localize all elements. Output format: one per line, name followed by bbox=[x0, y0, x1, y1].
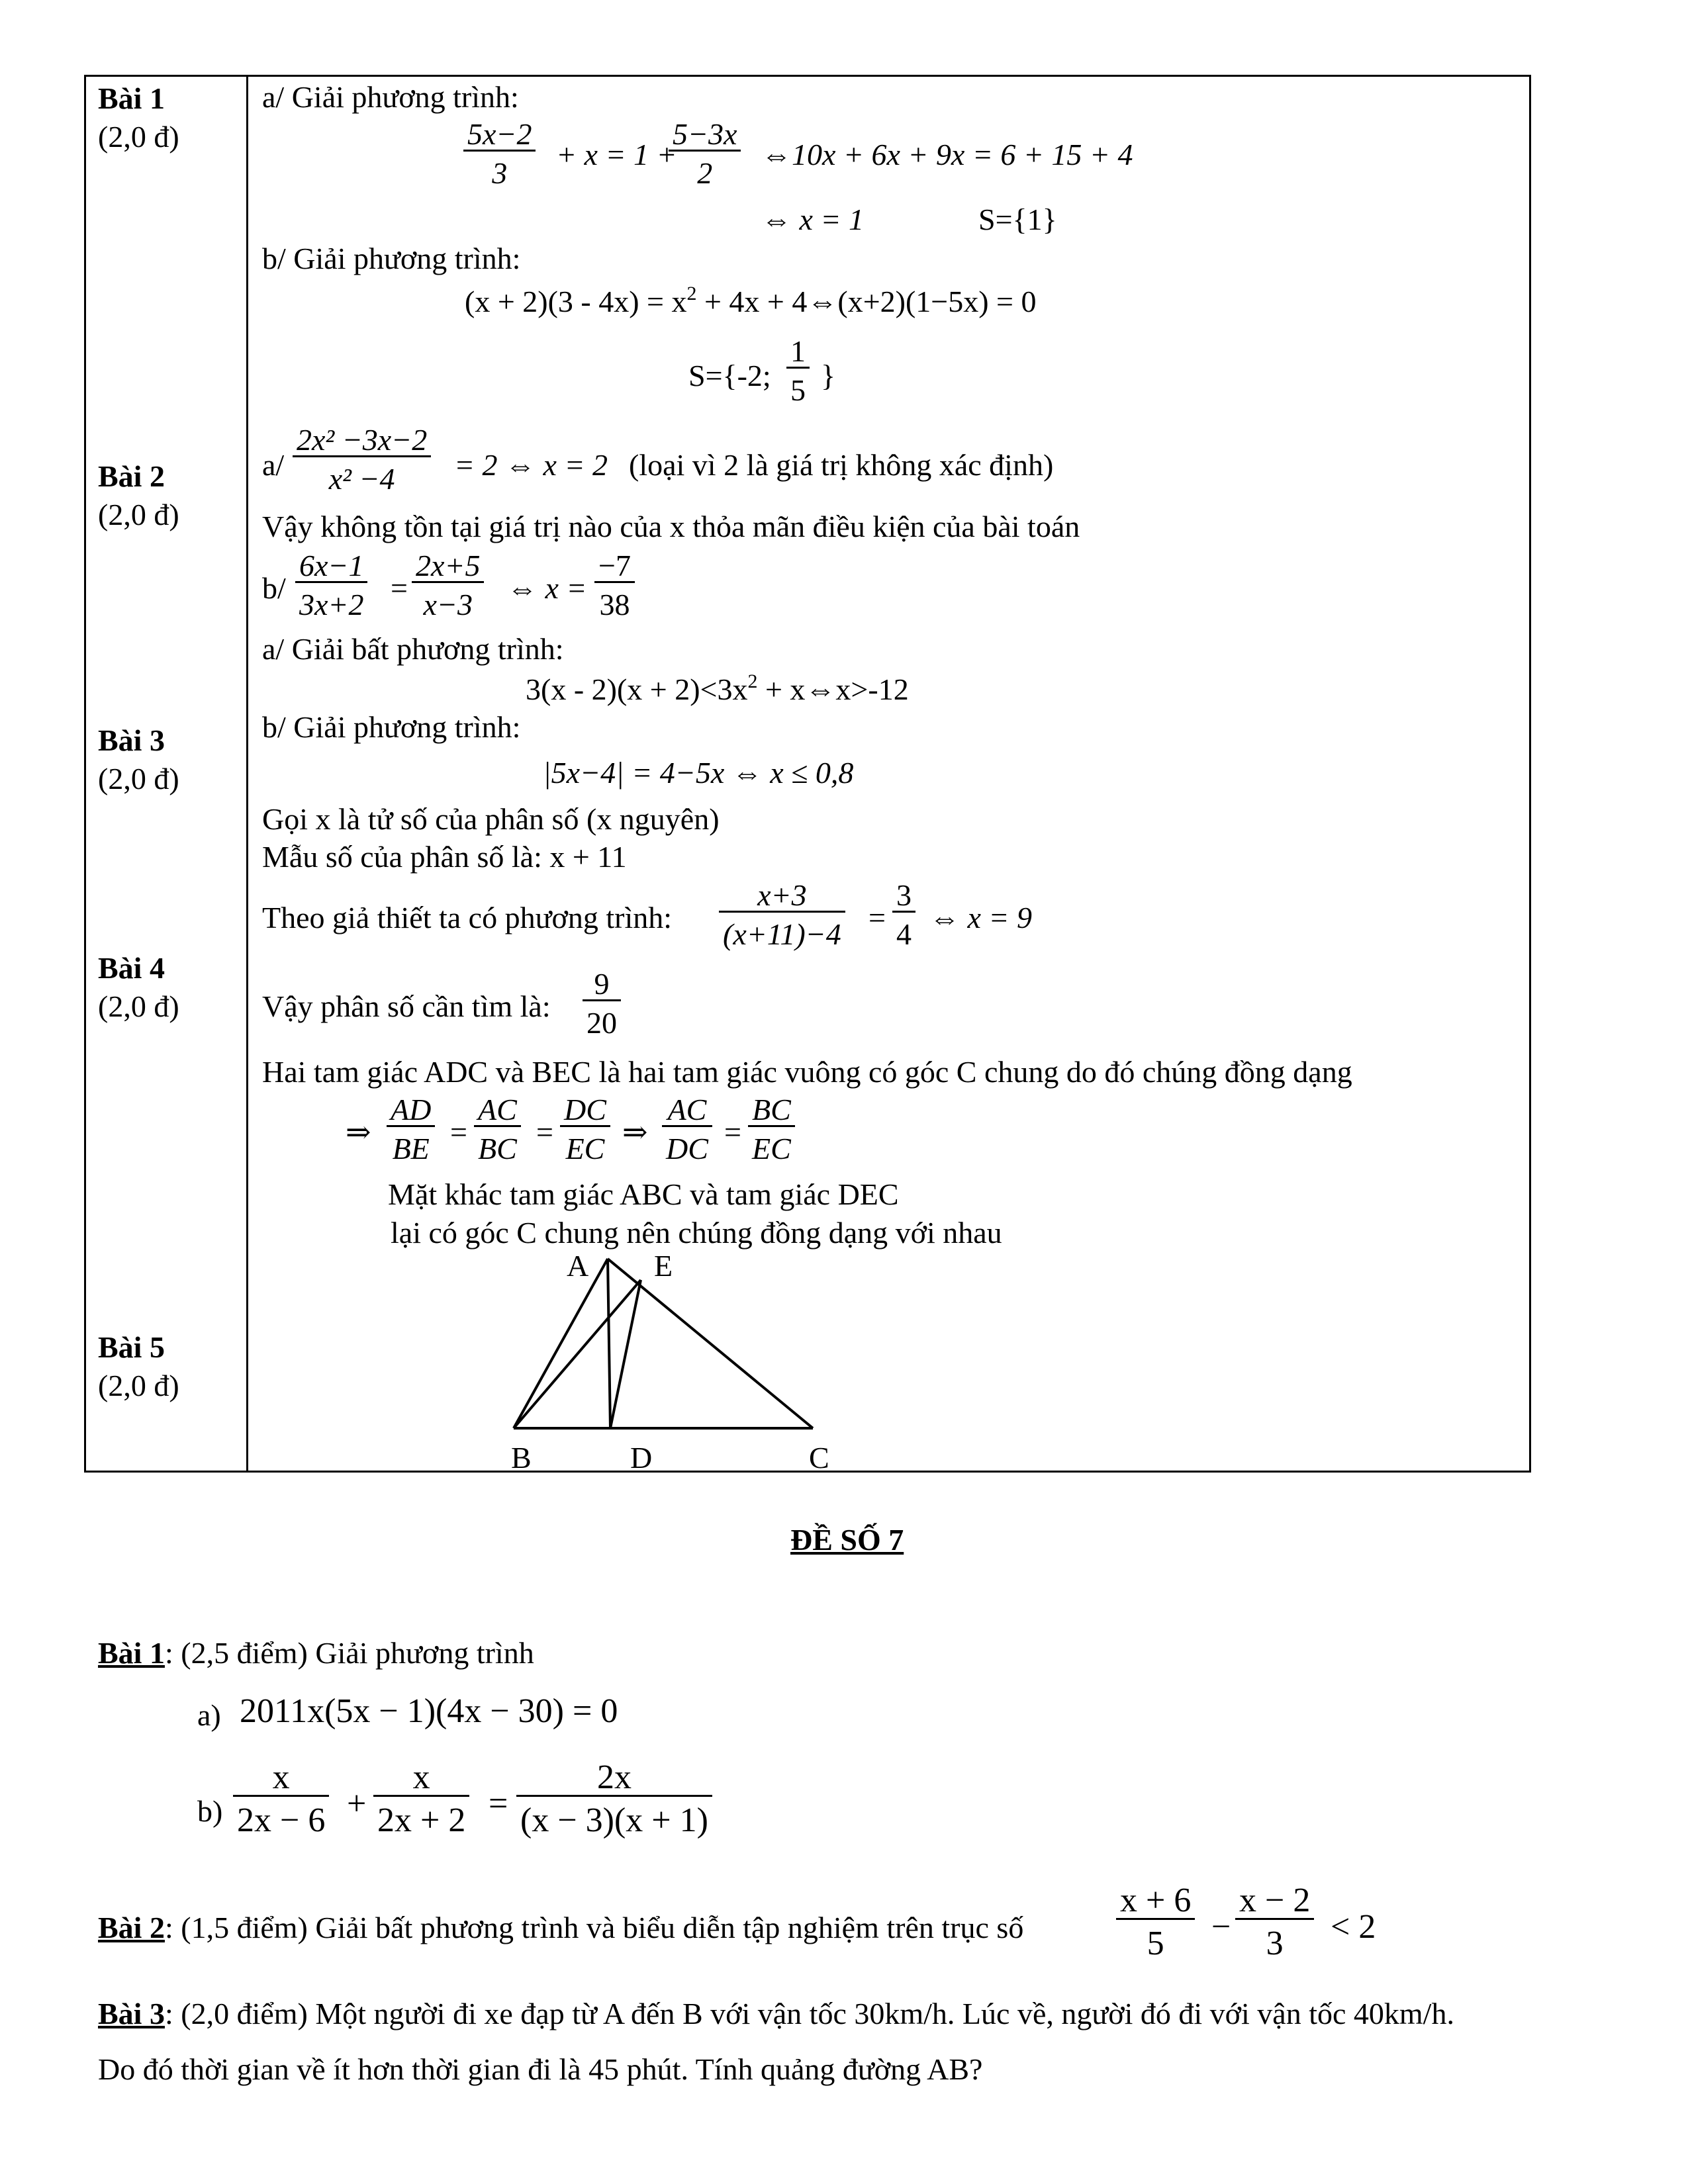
de7-bai3-text: : (2,0 điểm) Một người đi xe đạp từ A đến B với vận tốc 30km/h. Lúc về, người đó đi với vận tốc 40km/h. bbox=[164, 1997, 1454, 2030]
fraction-denominator: 5 bbox=[786, 367, 810, 406]
bai1-b-label: b/ Giải phương trình: bbox=[262, 242, 521, 275]
fraction-denominator: 38 bbox=[594, 581, 635, 620]
fraction-denominator: 20 bbox=[583, 999, 621, 1038]
bai4-line2: Mẫu số của phân số là: x + 11 bbox=[262, 840, 627, 874]
bai3-b-label: b/ Giải phương trình: bbox=[262, 710, 521, 744]
de7-bai1-label: Bài 1 bbox=[98, 1636, 165, 1670]
fraction-denominator: (x − 3)(x + 1) bbox=[516, 1795, 712, 1838]
segment-ad bbox=[608, 1259, 610, 1428]
fraction-numerator: x − 2 bbox=[1239, 1882, 1311, 1919]
fraction-denominator: EC bbox=[560, 1125, 610, 1164]
fraction-numerator: 1 bbox=[790, 334, 806, 368]
fraction-denominator: 4 bbox=[892, 911, 915, 950]
de7-bai1 bbox=[98, 1638, 534, 1668]
bai1-a-label: a/ Giải phương trình: bbox=[262, 80, 519, 114]
fraction-numerator: −7 bbox=[598, 549, 631, 582]
de7-bai2-fraction-1 bbox=[1116, 1884, 1195, 1961]
de7-bai1-fraction-2 bbox=[373, 1760, 469, 1838]
de7-bai1-fraction-1 bbox=[233, 1760, 329, 1838]
fraction-denominator: 2x + 2 bbox=[373, 1795, 469, 1838]
fraction-denominator: 3 bbox=[463, 150, 536, 189]
fraction-denominator: 2 bbox=[669, 150, 741, 189]
fraction-numerator: x + 6 bbox=[1120, 1882, 1192, 1919]
segment-ba bbox=[514, 1259, 608, 1428]
bai2-b-middle: ⇔ x = bbox=[507, 571, 587, 605]
fraction-denominator: 3x+2 bbox=[295, 581, 367, 620]
bai1-b-set-right: } bbox=[821, 359, 836, 392]
fraction-numerator: 2x+5 bbox=[416, 549, 481, 582]
de7-bai2-text: : (1,5 điểm) Giải bất phương trình và biểu diễn tập nghiệm trên trục số bbox=[164, 1911, 1024, 1944]
bai3-a-label: a/ Giải bất phương trình: bbox=[262, 632, 564, 666]
fraction-numerator: AD bbox=[391, 1093, 432, 1126]
fraction-denominator: (x+11)−4 bbox=[719, 911, 845, 950]
fraction-denominator: x² −4 bbox=[293, 455, 431, 494]
de7-bai1-plus: + bbox=[347, 1785, 367, 1823]
equation-right: + 4x + 4⇔(x+2)(1−5x) = 0 bbox=[696, 285, 1037, 318]
de7-bai2-minus: − bbox=[1211, 1908, 1231, 1946]
bai3-label: Bài 3 bbox=[98, 723, 165, 757]
bai2-label: Bài 2 bbox=[98, 459, 165, 493]
bai2-a-prefix: a/ bbox=[262, 448, 285, 482]
fraction-numerator: 2x² −3x−2 bbox=[297, 423, 428, 457]
point-b-label: B bbox=[511, 1441, 532, 1475]
bai4-result: ⇔ x = 9 bbox=[929, 901, 1032, 934]
fraction-numerator: 6x−1 bbox=[299, 549, 364, 582]
fraction-denominator: DC bbox=[662, 1125, 712, 1164]
bai1-a-solution: ⇔ x = 1 bbox=[761, 203, 864, 236]
bai5-equals-2: = bbox=[536, 1115, 553, 1149]
segment-be bbox=[514, 1280, 641, 1428]
bai1-a-rhs: ⇔10x + 6x + 9x = 6 + 15 + 4 bbox=[761, 138, 1133, 171]
de7-bai1-equals: = bbox=[489, 1785, 508, 1823]
bai4-points: (2,0 đ) bbox=[98, 989, 179, 1023]
bai4-line4-text: Vậy phân số cần tìm là: bbox=[262, 989, 551, 1023]
fraction-denominator: 3 bbox=[1235, 1918, 1314, 1961]
section-title: ĐỀ SỐ 7 bbox=[790, 1523, 904, 1557]
equation-left: (x + 2)(3 - 4x) = x bbox=[465, 285, 687, 318]
fraction-numerator: AC bbox=[478, 1093, 517, 1126]
bai1-b-set-left: S={-2; bbox=[688, 359, 771, 392]
bai1-label: Bài 1 bbox=[98, 81, 165, 115]
bai2-a-note: (loại vì 2 là giá trị không xác định) bbox=[629, 448, 1054, 482]
fraction-numerator: 5−3x bbox=[673, 117, 737, 151]
bai1-a-set: S={1} bbox=[978, 203, 1057, 236]
de7-bai3-label: Bài 3 bbox=[98, 1997, 165, 2030]
fraction-numerator: 5x−2 bbox=[467, 117, 532, 151]
de7-bai3-line2: Do đó thời gian về ít hơn thời gian đi là 45 phút. Tính quảng đường AB? bbox=[98, 2052, 983, 2086]
bai5-arrow-1: ⇒ bbox=[346, 1115, 371, 1149]
bai2-b-equals: = bbox=[391, 571, 408, 605]
fraction-numerator: BC bbox=[752, 1093, 791, 1126]
exponent: 2 bbox=[686, 283, 697, 304]
bai2-points: (2,0 đ) bbox=[98, 498, 179, 531]
fraction-numerator: x+3 bbox=[757, 878, 807, 912]
fraction-denominator: BC bbox=[474, 1125, 521, 1164]
point-a-label: A bbox=[567, 1249, 589, 1283]
bai5-arrow-2: ⇒ bbox=[622, 1115, 648, 1149]
bai2-b-prefix: b/ bbox=[262, 571, 286, 605]
bai5-line1: Hai tam giác ADC và BEC là hai tam giác vuông có góc C chung do đó chúng đồng dạng bbox=[262, 1055, 1352, 1089]
segment-de bbox=[610, 1280, 641, 1428]
point-e-label: E bbox=[654, 1249, 673, 1283]
exponent: 2 bbox=[747, 670, 758, 692]
bai3-b-equation: |5x−4| = 4−5x ⇔ x ≤ 0,8 bbox=[543, 756, 854, 790]
fraction-denominator: EC bbox=[748, 1125, 795, 1164]
bai4-line3-text: Theo giả thiết ta có phương trình: bbox=[262, 901, 673, 934]
bai4-label: Bài 4 bbox=[98, 951, 165, 985]
bai3-points: (2,0 đ) bbox=[98, 762, 179, 796]
bai5-equals-3: = bbox=[724, 1115, 741, 1149]
bai1-points: (2,0 đ) bbox=[98, 120, 179, 154]
bai5-line3: lại có góc C chung nên chúng đồng dạng với nhau bbox=[391, 1216, 1002, 1250]
equation-right: + x⇔x>-12 bbox=[757, 672, 909, 706]
fraction-numerator: 9 bbox=[594, 967, 610, 1001]
de7-bai1-fraction-3 bbox=[516, 1760, 712, 1838]
de7-bai2-label: Bài 2 bbox=[98, 1911, 165, 1944]
bai5-equals-1: = bbox=[450, 1115, 467, 1149]
fraction-numerator: 3 bbox=[896, 878, 912, 912]
de7-bai1-b-prefix: b) bbox=[197, 1794, 223, 1828]
point-c-label: C bbox=[809, 1441, 829, 1475]
bai2-a-rhs: = 2 ⇔ x = 2 bbox=[454, 448, 608, 482]
fraction-numerator: x bbox=[412, 1758, 430, 1796]
de7-bai1-a-prefix: a) bbox=[197, 1698, 221, 1732]
equation-left: 3(x - 2)(x + 2)<3x bbox=[526, 672, 748, 706]
fraction-numerator: x bbox=[272, 1758, 290, 1796]
bai4-equals: = bbox=[868, 901, 886, 934]
fraction-denominator: 5 bbox=[1116, 1918, 1195, 1961]
de7-bai1-text: : (2,5 điểm) Giải phương trình bbox=[164, 1636, 534, 1670]
bai5-points: (2,0 đ) bbox=[98, 1369, 179, 1402]
de7-bai2 bbox=[98, 1913, 1023, 1943]
fraction-numerator: DC bbox=[564, 1093, 606, 1126]
bai5-label: Bài 5 bbox=[98, 1330, 165, 1364]
de7-bai2-rhs: < 2 bbox=[1331, 1908, 1376, 1946]
bai5-line2: Mặt khác tam giác ABC và tam giác DEC bbox=[388, 1177, 899, 1211]
bai4-line1: Gọi x là tử số của phân số (x nguyên) bbox=[262, 802, 720, 836]
de7-bai1-a-equation: 2011x(5x − 1)(4x − 30) = 0 bbox=[240, 1692, 618, 1730]
bai2-a-conclusion: Vậy không tồn tại giá trị nào của x thỏa mãn điều kiện của bài toán bbox=[262, 510, 1080, 543]
fraction-denominator: 2x − 6 bbox=[233, 1795, 329, 1838]
fraction-denominator: x−3 bbox=[412, 581, 484, 620]
de7-bai3 bbox=[98, 1999, 1454, 2029]
point-d-label: D bbox=[630, 1441, 653, 1475]
fraction-numerator: 2x bbox=[596, 1758, 632, 1796]
fraction-numerator: AC bbox=[667, 1093, 707, 1126]
fraction-denominator: BE bbox=[387, 1125, 435, 1164]
bai1-a-middle: + x = 1 + bbox=[556, 138, 677, 171]
de7-bai2-fraction-2 bbox=[1235, 1884, 1314, 1961]
